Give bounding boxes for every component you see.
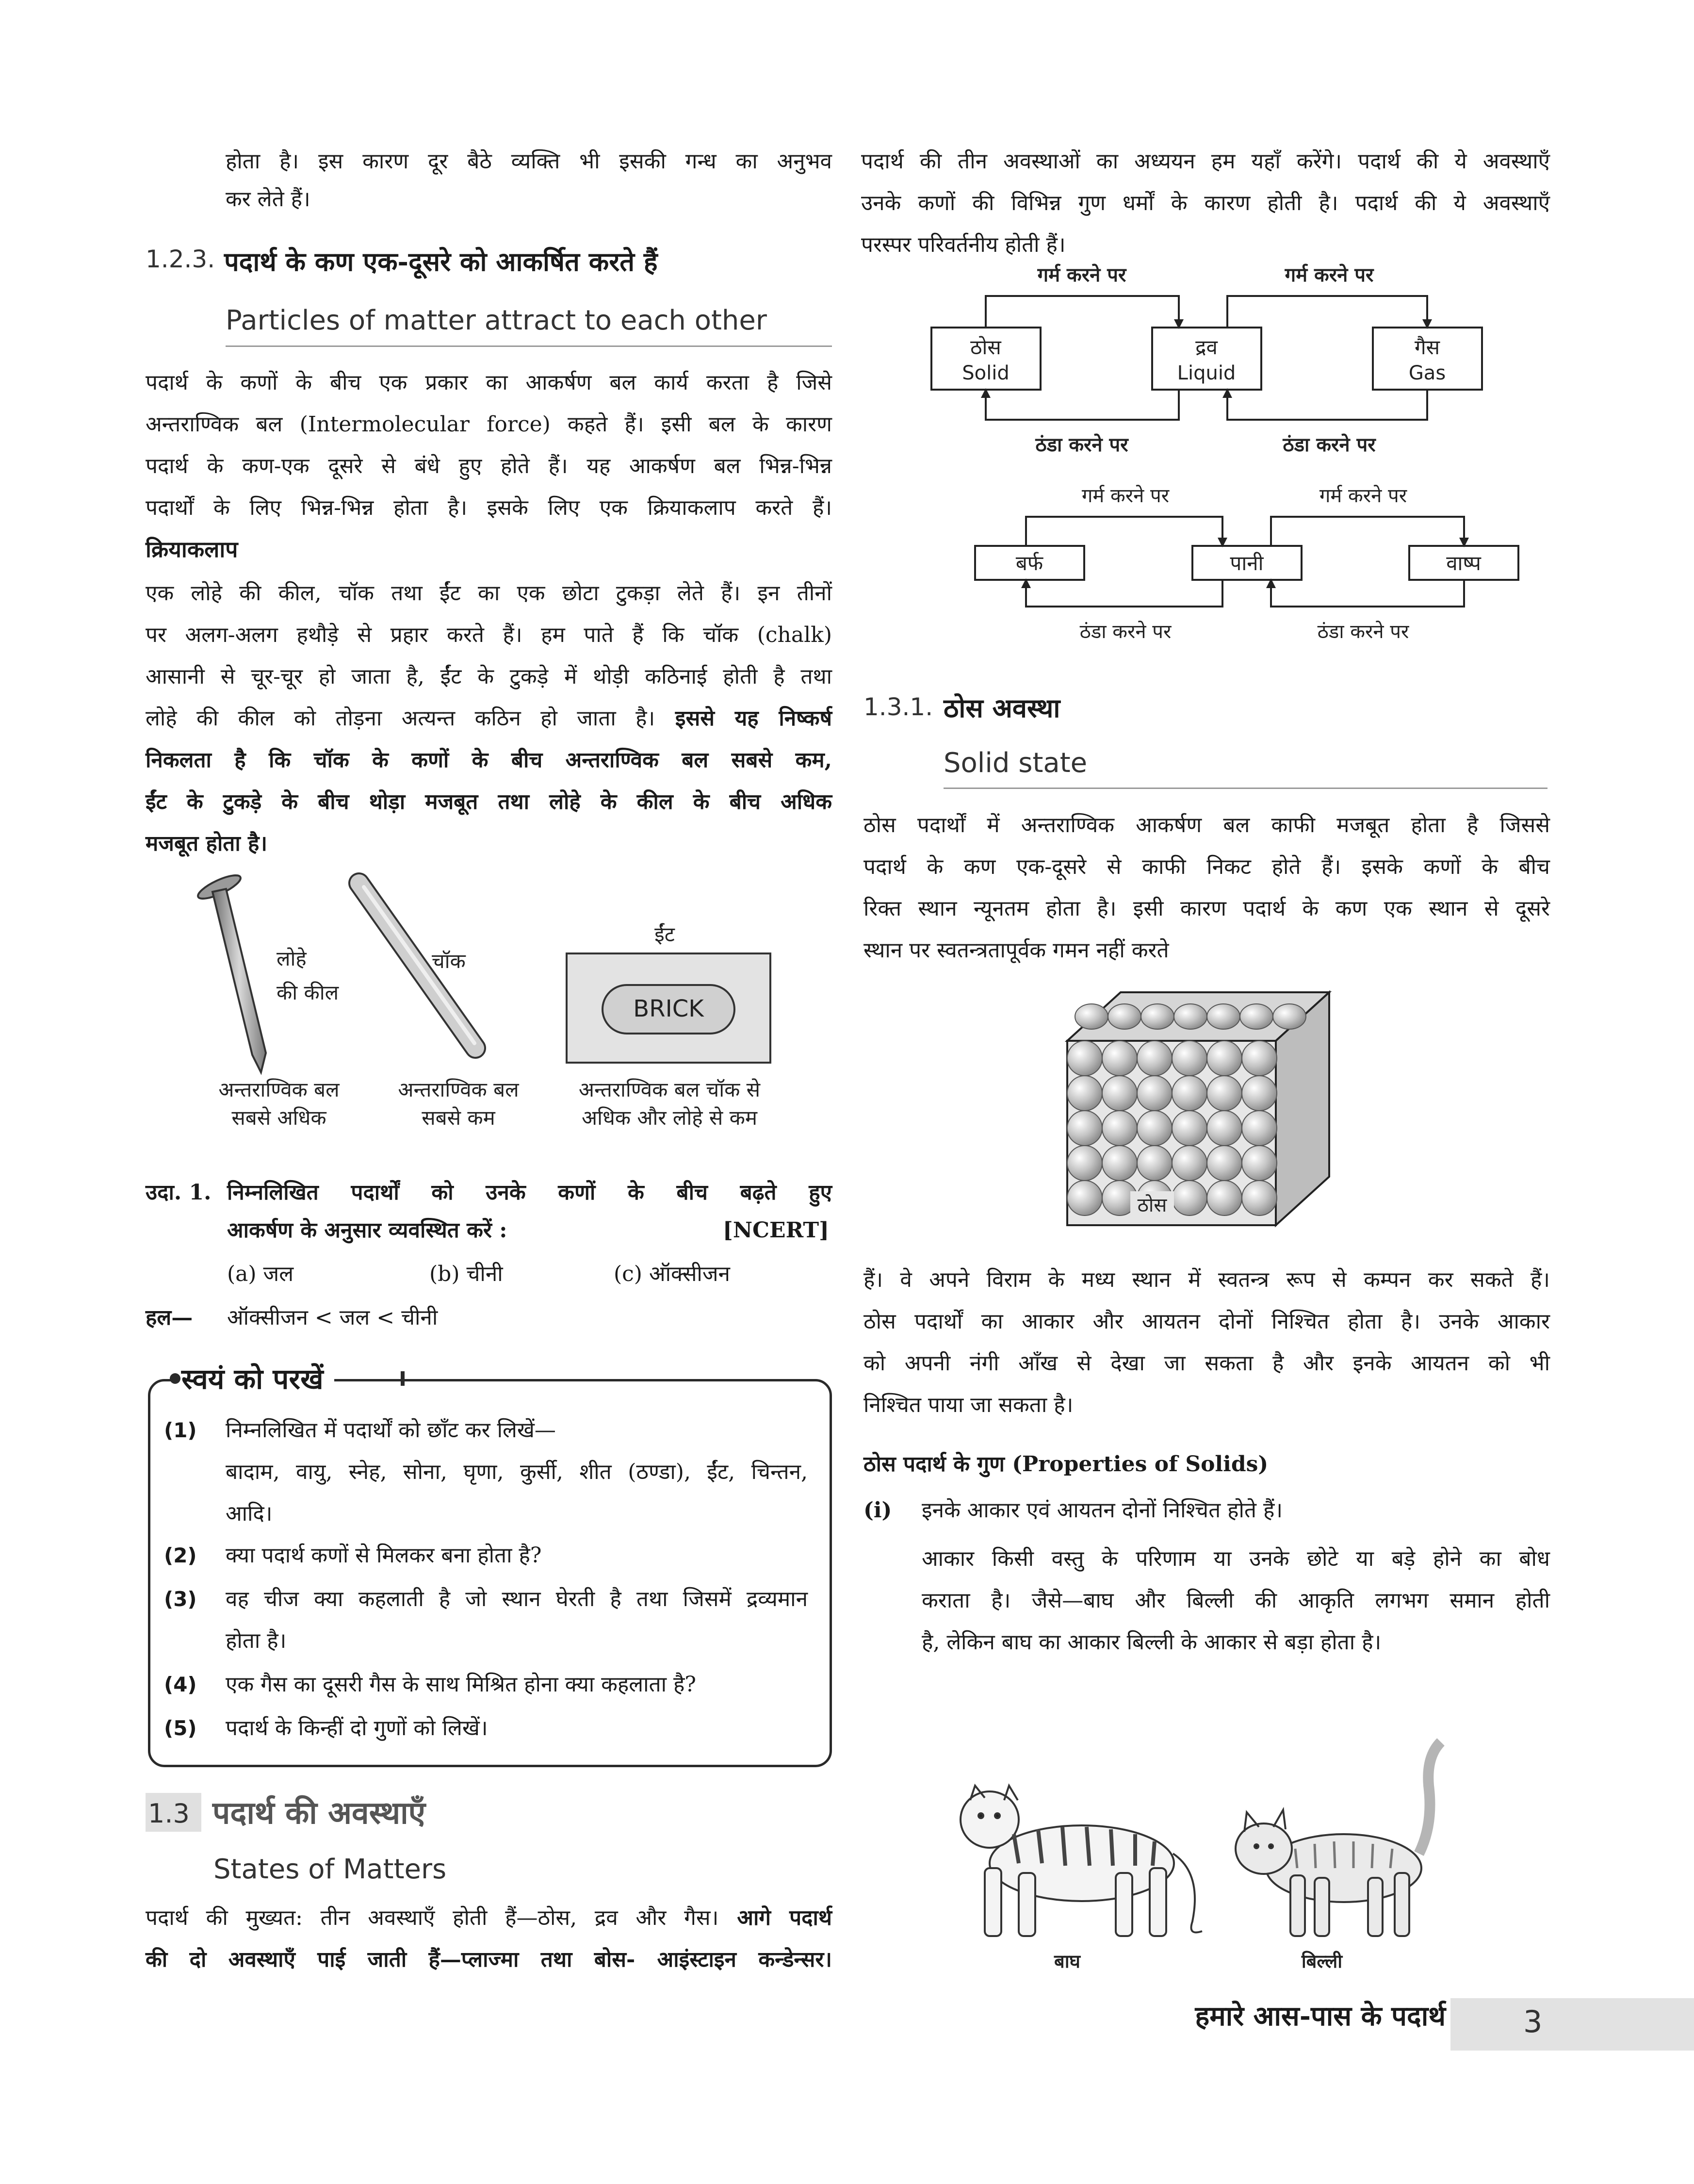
particle: [1273, 1004, 1306, 1029]
item-line: आदि।: [226, 1501, 273, 1526]
properties-heading: ठोस पदार्थ के गुण (Properties of Solids): [863, 1452, 1269, 1477]
heat-arrow-1: [986, 296, 1179, 328]
particle: [1242, 1041, 1277, 1076]
item-line: पदार्थ के किन्हीं दो गुणों को लिखें।: [226, 1716, 488, 1741]
option-a: (a) जल: [227, 1262, 294, 1286]
solid-line: ठोस पदार्थों में अन्तराण्विक आकर्षण बल काफी मजबूत होता है जिससे: [863, 813, 1550, 837]
solid-hi: ठोस: [970, 335, 1001, 359]
example-question-line-2: आकर्षण के अनुसार व्यवस्थित करें :: [227, 1218, 507, 1243]
gas-en: Gas: [1408, 362, 1446, 384]
self-test-bullet-icon: [170, 1373, 180, 1384]
section-123-subtitle: Particles of matter attract to each other: [226, 305, 767, 336]
cool-arrow-4: [1271, 580, 1464, 607]
property-1-description: [922, 1538, 1550, 1663]
self-test-title-wrap: [175, 1363, 334, 1395]
cool-arrow-2: [1227, 390, 1427, 420]
footer-page-tab: [1450, 1998, 1694, 2051]
heat-arrow-3: [1026, 517, 1222, 546]
particle: [1207, 1181, 1242, 1215]
example-label: उदा. 1.: [146, 1180, 212, 1205]
section-13-number: 1.3: [148, 1798, 190, 1829]
solid-particles-cube: [1062, 987, 1334, 1230]
cool-arrow-1: [986, 390, 1179, 420]
solid-line: स्थान पर स्वतन्त्रतापूर्वक गमन नहीं करते: [863, 938, 1169, 963]
section-123-title: पदार्थ के कण एक-दूसरे को आकर्षित करते हैं: [224, 246, 658, 277]
caption-nail-2: सबसे अधिक: [231, 1106, 326, 1130]
ncert-source: [NCERT]: [723, 1218, 829, 1243]
intro-line-2: कर लेते हैं।: [226, 187, 310, 212]
nail-label-2: की कील: [277, 981, 339, 1004]
activity-line: आसानी से चूर-चूर हो जाता है, ईंट के टुकड़े में थोड़ी कठिनाई होती है तथा: [146, 664, 832, 689]
cool-arrow-3: [1026, 580, 1222, 607]
activity-line-mixed: [146, 698, 832, 739]
particle: [1102, 1041, 1137, 1076]
activity-text: [146, 573, 832, 865]
item-number: (1): [164, 1418, 197, 1442]
example-question-line-1: निम्नलिखित पदार्थों को उनके कणों के बीच बढ़ते हुए: [227, 1180, 832, 1205]
right-intro-line: परस्पर परिवर्तनीय होती हैं।: [861, 232, 1066, 257]
section-131-number: 1.3.1.: [863, 693, 933, 721]
particle: [1108, 1004, 1141, 1029]
particle: [1137, 1111, 1172, 1146]
after-line: को अपनी नंगी आँख से देखा जा सकता है और इनके आयतन को भी: [863, 1351, 1550, 1376]
property-1-number: (i): [863, 1498, 892, 1523]
particle: [1172, 1181, 1207, 1215]
answer-label: हल—: [146, 1305, 193, 1330]
particle: [1102, 1111, 1137, 1146]
particle: [1242, 1146, 1277, 1181]
section-131-subtitle: Solid state: [944, 747, 1088, 779]
chalk-label: चॉक: [432, 949, 466, 973]
self-test-item: [164, 1664, 814, 1708]
para1-line: पदार्थ के कणों के बीच एक प्रकार का आकर्षण बल कार्य करता है जिसे: [146, 370, 832, 395]
section-13-subtitle: States of Matters: [213, 1854, 447, 1885]
answer-text: ऑक्सीजन < जल < चीनी: [227, 1305, 438, 1330]
heat-label-2: गर्म करने पर: [1285, 264, 1374, 286]
tiger-cat-illustration: [956, 1708, 1470, 1980]
gas-hi: गैस: [1414, 335, 1440, 359]
conclusion-line: निकलता है कि चॉक के कणों के बीच अन्तराण्विक बल सबसे कम,: [146, 748, 832, 772]
self-test-title-end-icon: [401, 1371, 405, 1386]
states-line1-bold: आगे पदार्थ: [718, 1905, 832, 1930]
particle: [1067, 1041, 1102, 1076]
conclusion-line: मजबूत होता है।: [146, 831, 268, 856]
particle: [1137, 1146, 1172, 1181]
right-intro: [861, 141, 1550, 266]
states-paragraph: [146, 1897, 832, 1981]
states-line1-normal: पदार्थ की मुख्यत: तीन अवस्थाएँ होती हैं—ठोस, द्रव और गैस।: [146, 1905, 719, 1930]
liquid-hi: द्रव: [1195, 335, 1218, 359]
vapour-label: वाष्प: [1446, 551, 1481, 575]
particle: [1141, 1004, 1174, 1029]
self-test-item: [164, 1535, 814, 1578]
nail-chalk-brick-figure: [184, 869, 815, 1160]
particle: [1137, 1076, 1172, 1111]
solid-line: पदार्थ के कण एक-दूसरे से काफी निकट होते हैं। इसके कणों के बीच: [863, 854, 1550, 879]
page-number: 3: [1523, 2004, 1543, 2039]
activity-line4-normal: लोहे की कील को तोड़ना अत्यन्त कठिन हो जाता है।: [146, 706, 655, 731]
section-131-rule: [944, 788, 1547, 789]
item-line: एक गैस का दूसरी गैस के साथ मिश्रित होना क्या कहलाता है?: [226, 1672, 696, 1697]
option-b: (b) चीनी: [429, 1262, 503, 1286]
heat-label-4: गर्म करने पर: [1319, 485, 1407, 507]
item-line: क्या पदार्थ कणों से मिलकर बना होता है?: [226, 1543, 542, 1568]
section-123-rule: [226, 345, 832, 347]
solid-line: रिक्त स्थान न्यूनतम होता है। इसी कारण पदार्थ के कण एक स्थान से दूसरे: [863, 896, 1550, 921]
self-test-title: स्वयं को परखें: [181, 1363, 324, 1396]
particle: [1102, 1076, 1137, 1111]
states-diagram: [922, 257, 1494, 471]
ice-label: बर्फ: [1015, 551, 1043, 575]
particle: [1172, 1076, 1207, 1111]
particle: [1067, 1111, 1102, 1146]
cool-label-4: ठंडा करने पर: [1317, 621, 1409, 643]
activity-line: पर अलग-अलग हथौड़े से प्रहार करते हैं। हम पाते हैं कि चॉक (chalk): [146, 623, 832, 647]
particle: [1067, 1146, 1102, 1181]
item-line: वह चीज क्या कहलाती है जो स्थान घेरती है तथा जिसमें द्रव्यमान: [226, 1587, 808, 1611]
heat-arrow-4: [1271, 517, 1464, 546]
particle: [1207, 1146, 1242, 1181]
self-test-item: [164, 1410, 814, 1535]
right-intro-line: उनके कणों की विभिन्न गुण धर्मों के कारण होती है। पदार्थ की ये अवस्थाएँ: [861, 191, 1550, 215]
heat-arrow-2: [1227, 296, 1427, 328]
particle: [1242, 1181, 1277, 1215]
para1-line: अन्तराण्विक बल (Intermolecular force) कहते हैं। इसी बल के कारण: [146, 412, 832, 437]
brick-drawing: [567, 953, 770, 1063]
particle: [1240, 1004, 1273, 1029]
brick-label: ईंट: [654, 922, 675, 946]
solid-en: Solid: [962, 362, 1010, 384]
solid-continued: [863, 1259, 1550, 1426]
caption-chalk-1: अन्तराण्विक बल: [398, 1078, 519, 1101]
self-test-item: [164, 1578, 814, 1664]
cool-label-3: ठंडा करने पर: [1079, 621, 1172, 643]
particle: [1207, 1004, 1240, 1029]
self-test-item: [164, 1708, 814, 1751]
after-line: निश्चित पाया जा सकता है।: [863, 1393, 1074, 1417]
nail-drawing: [195, 871, 266, 1072]
particle: [1075, 1004, 1108, 1029]
right-intro-line: पदार्थ की तीन अवस्थाओं का अध्ययन हम यहाँ करेंगे। पदार्थ की ये अवस्थाएँ: [861, 149, 1550, 174]
states-line-1: [146, 1897, 832, 1939]
item-line: बादाम, वायु, स्नेह, सोना, घृणा, कुर्सी, शीत (ठण्डा), ईंट, चिन्तन,: [226, 1460, 808, 1484]
particle: [1242, 1111, 1277, 1146]
section-123-number: 1.2.3.: [146, 245, 215, 273]
water-states-diagram: [965, 478, 1523, 657]
solid-paragraph: [863, 805, 1550, 971]
cat-label: बिल्ली: [1301, 1951, 1343, 1972]
caption-chalk-2: सबसे कम: [422, 1106, 495, 1130]
states-line-2: की दो अवस्थाएँ पाई जाती हैं—प्लाज्मा तथा बोस- आइंस्टाइन कन्डेन्सर।: [146, 1947, 832, 1972]
activity-line4-bold: इससे यह निष्कर्ष: [655, 706, 832, 731]
option-c: (c) ऑक्सीजन: [614, 1262, 730, 1286]
para1-line: पदार्थ के कण-एक दूसरे से बंधे हुए होते हैं। यह आकर्षण बल भिन्न-भिन्न: [146, 454, 832, 478]
particle: [1137, 1041, 1172, 1076]
intro-line-1: होता है। इस कारण दूर बैठे व्यक्ति भी इसकी गन्ध का अनुभव: [226, 149, 832, 174]
cube-label: ठोस: [1137, 1194, 1167, 1216]
item-number: (4): [164, 1673, 197, 1696]
after-line: हैं। वे अपने विराम के मध्य स्थान में स्वतन्त्र रूप से कम्पन कर सकते हैं।: [863, 1267, 1550, 1292]
footer-chapter-title: हमारे आस-पास के पदार्थ: [1195, 2000, 1446, 2032]
self-test-list: [164, 1410, 814, 1751]
liquid-en: Liquid: [1177, 362, 1236, 384]
particle: [1174, 1004, 1207, 1029]
tiger-label: बाघ: [1054, 1951, 1080, 1972]
property-1-text: इनके आकार एवं आयतन दोनों निश्चित होते हैं।: [922, 1498, 1283, 1523]
section-13-title: पदार्थ की अवस्थाएँ: [212, 1795, 426, 1831]
item-number: (2): [164, 1544, 197, 1567]
item-line: होता है।: [226, 1628, 287, 1653]
particle: [1207, 1111, 1242, 1146]
brick-text: BRICK: [633, 995, 704, 1022]
prop-desc-line: कराता है। जैसे—बाघ और बिल्ली की आकृति लगभग समान होती: [922, 1588, 1550, 1613]
heat-label-3: गर्म करने पर: [1081, 485, 1170, 507]
particle: [1207, 1076, 1242, 1111]
particle: [1242, 1076, 1277, 1111]
particle: [1207, 1041, 1242, 1076]
particle: [1172, 1146, 1207, 1181]
cat-drawing: [1236, 1742, 1441, 1936]
nail-label-1: लोहे: [277, 947, 307, 970]
prop-desc-line: आकार किसी वस्तु के परिणाम या उनके छोटे या बड़े होने का बोध: [922, 1546, 1550, 1571]
caption-nail-1: अन्तराण्विक बल: [218, 1078, 340, 1101]
particle: [1067, 1076, 1102, 1111]
item-number: (3): [164, 1587, 197, 1611]
particle: [1067, 1181, 1102, 1215]
after-line: ठोस पदार्थों का आकार और आयतन दोनों निश्चित होता है। उनके आकार: [863, 1309, 1550, 1334]
tiger-drawing: [961, 1786, 1202, 1936]
particle: [1102, 1146, 1137, 1181]
cool-label-2: ठंडा करने पर: [1283, 434, 1376, 456]
conclusion-line: ईंट के टुकड़े के बीच थोड़ा मजबूत तथा लोहे के कील के बीच अधिक: [146, 789, 832, 814]
para1-line: पदार्थों के लिए भिन्न-भिन्न होता है। इसके लिए एक क्रियाकलाप करते हैं।: [146, 495, 832, 520]
para-intermolecular: [146, 362, 832, 529]
caption-brick-2: अधिक और लोहे से कम: [581, 1106, 758, 1130]
activity-line: एक लोहे की कील, चॉक तथा ईंट का एक छोटा टुकड़ा लेते हैं। इन तीनों: [146, 581, 832, 606]
water-label: पानी: [1230, 551, 1264, 575]
caption-brick-1: अन्तराण्विक बल चॉक से: [578, 1078, 761, 1101]
cool-label-1: ठंडा करने पर: [1035, 434, 1128, 456]
activity-heading: क्रियाकलाप: [146, 536, 238, 562]
particle: [1172, 1111, 1207, 1146]
heat-label-1: गर्म करने पर: [1037, 264, 1126, 286]
section-131-title: ठोस अवस्था: [944, 692, 1060, 723]
item-line: निम्नलिखित में पदार्थों को छाँट कर लिखें—: [226, 1418, 556, 1443]
particle: [1172, 1041, 1207, 1076]
prop-desc-line: है, लेकिन बाघ का आकार बिल्ली के आकार से बड़ा होता है।: [922, 1630, 1382, 1655]
item-number: (5): [164, 1716, 197, 1740]
